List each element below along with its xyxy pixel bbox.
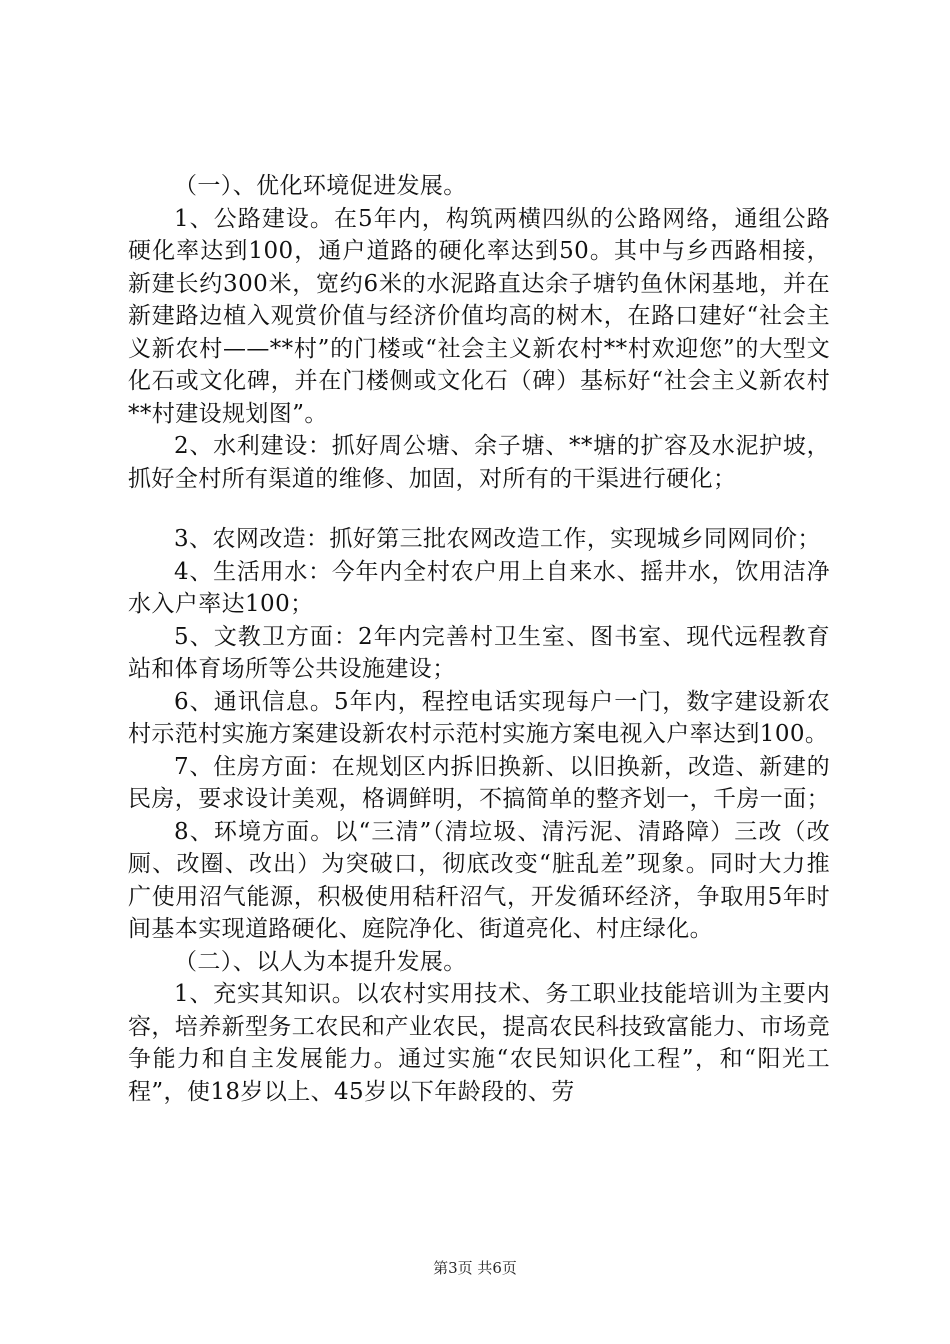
document-body bbox=[128, 170, 830, 1108]
section-heading-2: （二）、以人为本提升发展。 bbox=[174, 948, 467, 975]
paragraph-water-supply: 4、生活用水：今年内全村农户用上自来水、摇井水，饮用洁净水入户率达100； bbox=[128, 558, 830, 617]
paragraph-power-grid: 3、农网改造：抓好第三批农网改造工作，实现城乡同网同价； bbox=[174, 526, 821, 552]
paragraph-housing: 7、住房方面：在规划区内拆旧换新、以旧换新，改造、新建的民房，要求设计美观，格调鲜明，不搞简单的整齐划一，千房一面； bbox=[128, 753, 830, 812]
paragraph-water-conservancy: 2、水利建设：抓好周公塘、余子塘、**塘的扩容及水泥护坡，抓好全村所有渠道的维修、加固，对所有的干渠进行硬化； bbox=[128, 433, 830, 492]
paragraph-environment: 8、环境方面。以“三清”（清垃圾、清污泥、清路障）三改（改厕、改圈、改出）为突破口，彻底改变“脏乱差”现象。同时大力推广使用沼气能源，积极使用秸秆沼气，开发循环经济，争取用5年时间基本实现道路硬化、庭院净化、街道亮化、村庄绿化。 bbox=[128, 818, 830, 942]
paragraph-road-construction: 1、公路建设。在5年内，构筑两横四纵的公路网络，通组公路硬化率达到100，通户道路的硬化率达到50。其中与乡西路相接，新建长约300米，宽约6米的水泥路直达余子塘钓鱼休闲基地，并在新建路边植入观赏价值与经济价值均高的树木，在路口建好“社会主义新农村——**村”的门楼或“社会主义新农村**村欢迎您”的大型文化石或文化碑，并在门楼侧或文化石（碑）基标好“社会主义新农村**村建设规划图”。 bbox=[128, 205, 830, 427]
paragraph-knowledge: 1、充实其知识。以农村实用技术、务工职业技能培训为主要内容，培养新型务工农民和产业农民，提高农民科技致富能力、市场竞争能力和自主发展能力。通过实施“农民知识化工程”，和“阳光工程”，使18岁以上、45岁以下年龄段的、劳 bbox=[128, 981, 830, 1105]
paragraph-culture-education-health: 5、文教卫方面：2年内完善村卫生室、图书室、现代远程教育站和体育场所等公共设施建设； bbox=[128, 623, 830, 682]
page-number-footer: 第3页 共6页 bbox=[433, 1259, 517, 1277]
section-heading-1: （一）、优化环境促进发展。 bbox=[174, 173, 467, 199]
paragraph-communication: 6、通讯信息。5年内，程控电话实现每户一门，数字建设新农村示范村实施方案建设新农村示范村实施方案电视入户率达到100。 bbox=[128, 688, 830, 747]
